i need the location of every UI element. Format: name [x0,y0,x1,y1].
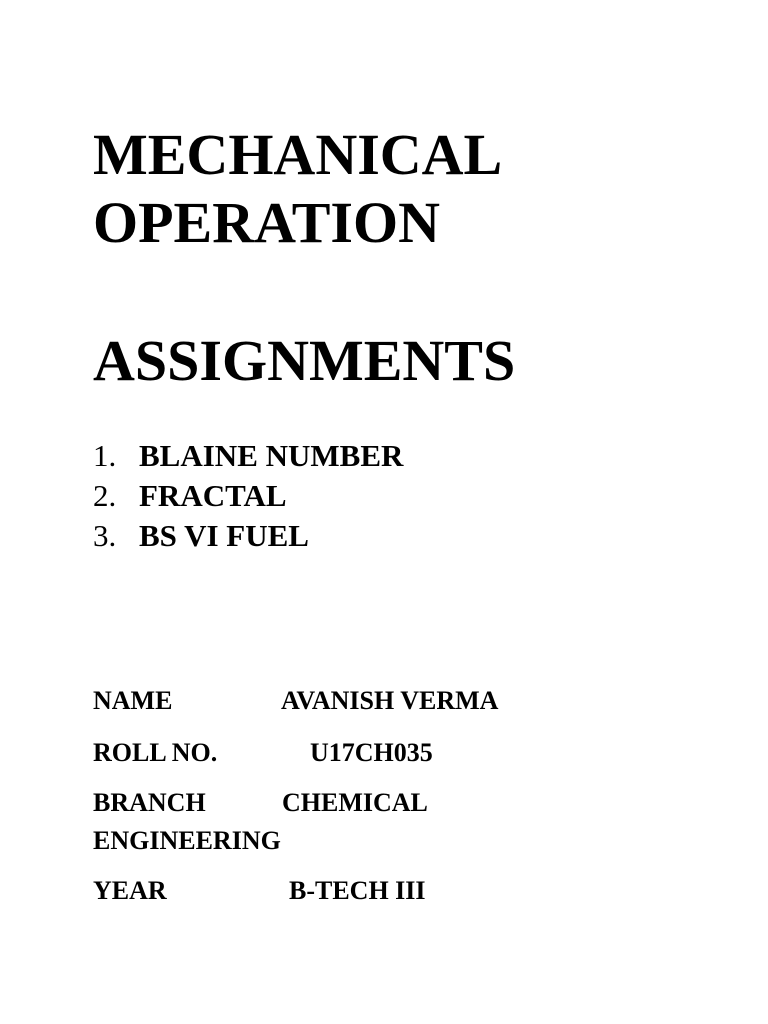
branch-value-continued: ENGINEERING [93,826,281,855]
branch-value: CHEMICAL [282,788,428,817]
topic-item [93,516,403,556]
topic-number: 2. [93,478,117,513]
title-line-1: MECHANICAL [93,122,503,187]
topic-number: 3. [93,518,117,553]
name-label: NAME [93,686,173,715]
topic-item [93,476,403,516]
year-value: B-TECH III [289,876,426,905]
year-label: YEAR [93,876,167,905]
name-value: AVANISH VERMA [281,686,499,715]
branch-label: BRANCH [93,788,206,817]
topic-list [93,436,403,556]
topic-label: BS VI FUEL [139,518,309,553]
topic-number: 1. [93,438,117,473]
roll-number-label: ROLL NO. [93,738,218,767]
topic-item [93,436,403,476]
title-line-2: OPERATION [93,190,440,255]
topic-label: BLAINE NUMBER [139,438,404,473]
assignments-heading: ASSIGNMENTS [93,328,516,393]
roll-number-value: U17CH035 [310,738,433,767]
topic-label: FRACTAL [139,478,287,513]
